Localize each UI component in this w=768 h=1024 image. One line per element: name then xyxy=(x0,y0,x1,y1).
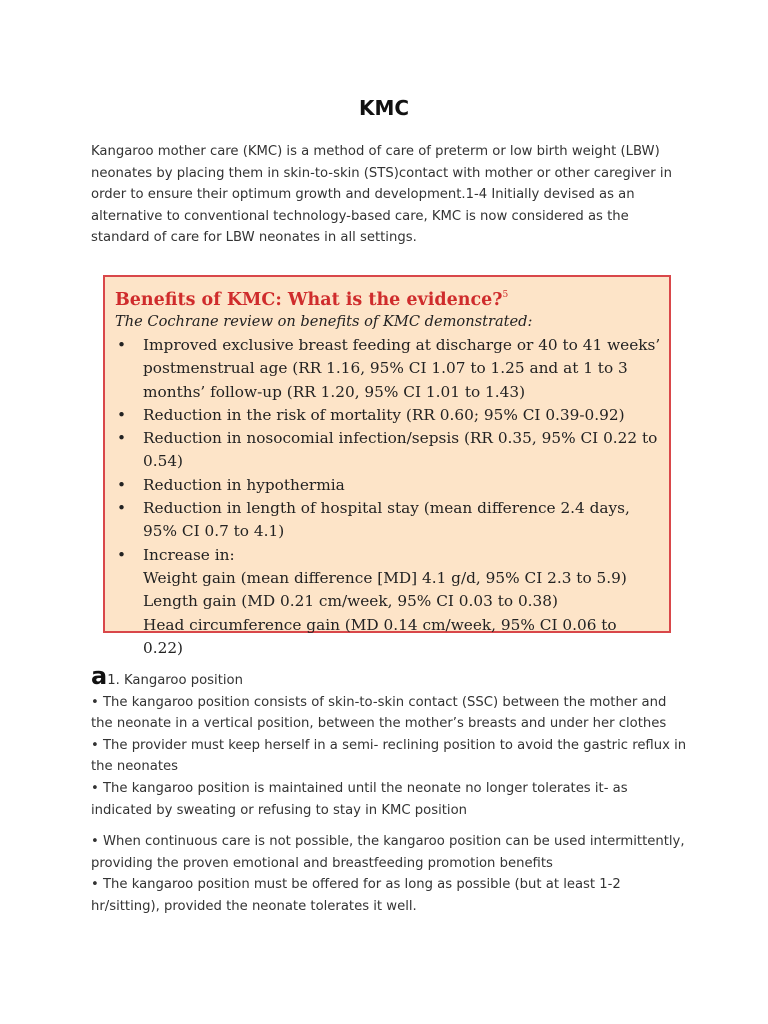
bullet-icon: • xyxy=(117,545,127,564)
bullet-icon: • xyxy=(117,429,127,448)
page-title: KMC xyxy=(358,96,410,120)
reference-superscript: 5 xyxy=(502,290,509,300)
section-heading xyxy=(91,662,691,692)
bullet-icon: • xyxy=(117,475,127,494)
section-point: • The kangaroo position must be offered for as long as possible (but at least 1-2 hr/sitting), provided the neonate tolerates it well. xyxy=(91,877,621,914)
section-point: • The kangaroo position is maintained until the neonate no longer tolerates it- as indicated by sweating or refusing to stay in KMC position xyxy=(91,780,628,818)
paragraph-gap xyxy=(91,821,691,831)
evidence-box-title xyxy=(115,283,661,312)
evidence-item-text: Reduction in nosocomial infection/sepsis (RR 0.35, 95% CI 0.22 to 0.54) xyxy=(143,429,658,471)
evidence-item xyxy=(115,497,661,544)
increase-length-gain: Length gain (MD 0.21 cm/week, 95% CI 0.03 to 0.38) xyxy=(143,592,558,611)
evidence-item xyxy=(115,404,661,427)
section-point: • The provider must keep herself in a semi- reclining position to avoid the gastric reflux in the neonates xyxy=(91,737,687,775)
section-point: • The kangaroo position consists of skin-to-skin contact (SSC) between the mother and the neonate in a vertical position, between the mother’s breasts and under her clothes xyxy=(91,694,667,732)
kangaroo-position-section xyxy=(91,662,691,918)
increase-label: Increase in: xyxy=(143,545,235,564)
increase-head-circumference-gain: Head circumference gain (MD 0.14 cm/week, 95% CI 0.06 to 0.22) xyxy=(143,615,617,657)
bullet-icon: • xyxy=(117,499,127,518)
bullet-icon: • xyxy=(117,336,127,354)
section-heading-text: 1. Kangaroo position xyxy=(107,673,243,688)
evidence-item xyxy=(115,334,661,404)
evidence-item-text: Reduction in length of hospital stay (mean difference 2.4 days, 95% CI 0.7 to 4.1) xyxy=(143,499,630,541)
evidence-item-text: Improved exclusive breast feeding at discharge or 40 to 41 weeks’ postmenstrual age (RR 1.16, 95% CI 1.07 to 1.25 and at 1 to 3 months’ follow-up (RR 1.20, 95% CI 1.01 to 1.43) xyxy=(143,336,661,401)
evidence-item-text: Reduction in the risk of mortality (RR 0.60; 95% CI 0.39-0.92) xyxy=(143,405,625,424)
evidence-box-subtitle: The Cochrane review on benefits of KMC demonstrated: xyxy=(115,313,533,330)
bullet-icon: • xyxy=(117,405,127,424)
evidence-item xyxy=(115,427,661,474)
increase-weight-gain: Weight gain (mean difference [MD] 4.1 g/d, 95% CI 2.3 to 5.9) xyxy=(143,568,627,587)
section-letter: a xyxy=(91,662,108,690)
evidence-item-text: Reduction in hypothermia xyxy=(143,475,345,494)
evidence-list xyxy=(115,334,661,660)
evidence-item xyxy=(115,474,661,497)
evidence-item-increase xyxy=(115,544,661,660)
intro-paragraph xyxy=(91,141,691,249)
intro-text: Kangaroo mother care (KMC) is a method of care of preterm or low birth weight (LBW) neonates by placing them in skin-to-skin (STS)contact with mother or other caregiver in order to ensure their optimum growth and development.1-4 Initially devised as an alternative to conventional technology-based care, KMC is now considered as the standard of care for LBW neonates in all settings. xyxy=(91,144,672,246)
evidence-box-title-text: Benefits of KMC: What is the evidence? xyxy=(115,290,503,310)
section-point: • When continuous care is not possible, the kangaroo position can be used intermittently, providing the proven emotional and breastfeeding promotion benefits xyxy=(91,834,685,871)
evidence-box xyxy=(103,275,671,657)
